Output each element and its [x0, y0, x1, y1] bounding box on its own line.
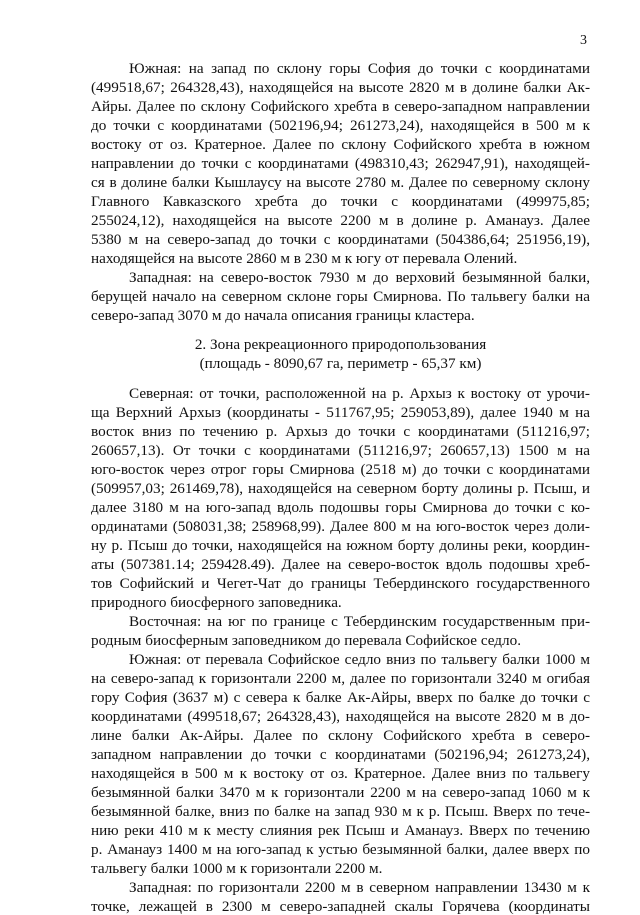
text-line: Главного Кавказского хребта до точки с координатами (499975,85;: [91, 193, 590, 210]
text-line: точке, лежащей в 2300 м северо-западней скалы Горячева (координаты: [91, 898, 590, 915]
text-line: лине балки Ак-Айры. Далее по склону Софийского хребта в северо-: [91, 727, 590, 744]
text-line: Южная: на запад по склону горы София до точки с координатами: [129, 60, 590, 77]
text-line: 260657,13). От точки с координатами (511216,97; 260657,13) 1500 м на: [91, 442, 590, 459]
text-line: 255024,12), находящейся на высоте 2200 м в долине р. Аманауз. Далее: [91, 212, 590, 229]
section-heading: 2. Зона рекреационного природопользования: [194, 336, 487, 353]
text-line: восток вниз по течению р. Архыз до точки с координатами (511216,97;: [91, 423, 590, 440]
text-line: Айры. Далее по склону Софийского хребта в северо-западном направлении: [91, 98, 590, 115]
text-line: (509957,03; 261469,78), находящейся на северном борту долины р. Псыш, и: [91, 480, 590, 497]
text-line: безымянной балки 3470 м к горизонтали 2200 м на северо-запад 1060 м к: [91, 784, 590, 801]
text-line: находящейся на высоте 2860 м в 230 м к югу от перевала Олений.: [91, 250, 518, 267]
text-line: северо-запад 3070 м до начала описания границы кластера.: [91, 307, 475, 324]
text-line: находящейся в 500 м к востоку от оз. Кратерное. Далее вниз по тальвегу: [91, 765, 590, 782]
text-line: тальвегу балки 1000 м к горизонтали 2200 м.: [91, 860, 383, 877]
text-line: Северная: от точки, расположенной на р. Архыз к востоку от урочи-: [129, 385, 590, 402]
text-line: Западная: по горизонтали 2200 м в северном направлении 13430 м к: [129, 879, 590, 896]
text-line: западном направлении до точки с координатами (502196,94; 261273,24),: [91, 746, 590, 763]
text-line: родным биосферным заповедником до перевала Софийское седло.: [91, 632, 522, 649]
text-line: на северо-запад к горизонтали 2200 м, далее по горизонтали 3240 м огибая: [91, 670, 590, 687]
text-line: направлении до точки с координатами (498310,43; 262947,91), находящей-: [91, 155, 590, 172]
text-line: ординатами (508031,38; 258968,99). Далее 800 м на юго-восток через доли-: [91, 518, 590, 535]
text-line: ща Верхний Архыз (координаты - 511767,95; 259053,89), далее 1940 м на: [91, 404, 590, 421]
text-line: Западная: на северо-восток 7930 м до верховий безымянной балки,: [129, 269, 590, 286]
text-line: гору София (3637 м) с севера к балке Ак-Айры, вверх по балке до точки с: [91, 689, 590, 706]
text-line: нию реки 410 м к месту слияния рек Псыш и Аманауз. Вверх по течению: [91, 822, 590, 839]
text-line: аты (507381.14; 259428.49). Далее на северо-восток вдоль подошвы хреб-: [91, 556, 590, 573]
text-line: тов Софийский и Чегет-Чат до границы Тебердинского государственного: [91, 575, 590, 592]
text-line: р. Аманауз 1400 м на юго-запад к устью безымянной балки, далее вверх по: [91, 841, 590, 858]
text-line: (499518,67; 264328,43), находящейся на высоте 2820 м в долине балки Ак-: [91, 79, 590, 96]
text-line: 5380 м на северо-запад до точки с координатами (504386,64; 251956,19),: [91, 231, 590, 248]
text-line: юго-восток через отрог горы Смирнова (2518 м) до точки с координатами: [91, 461, 590, 478]
text-line: берущей начало на северном склоне горы Смирнова. По тальвегу балки на: [91, 288, 590, 305]
text-line: координатами (499518,67; 264328,43), находящейся на высоте 2820 м в до-: [91, 708, 590, 725]
text-line: до точки с координатами (502196,94; 261273,24), находящейся в 500 м к: [91, 117, 590, 134]
page-number: 3: [580, 33, 587, 48]
text-line: безымянной балке, вниз по балке на запад 930 м к р. Псыш. Вверх по тече-: [91, 803, 590, 820]
text-line: ну р. Псыш до точки, находящейся на южном борту долины реки, координ-: [91, 537, 590, 554]
text-line: востоку от оз. Кратерное. Далее по склону Софийского хребта в южном: [91, 136, 590, 153]
text-line: Восточная: на юг по границе с Тебердинским государственным при-: [129, 613, 590, 630]
text-line: ся в долине балки Кышлаусу на высоте 2780 м. Далее по северному склону: [91, 174, 590, 191]
text-line: природного биосферного заповедника.: [91, 594, 342, 611]
text-line: далее 3180 м на юго-запад вдоль подошвы горы Смирнова до точки с ко-: [91, 499, 590, 516]
section-subheading: (площадь - 8090,67 га, периметр - 65,37 км): [199, 355, 482, 372]
text-line: Южная: от перевала Софийское седло вниз по тальвегу балки 1000 м: [129, 651, 590, 668]
